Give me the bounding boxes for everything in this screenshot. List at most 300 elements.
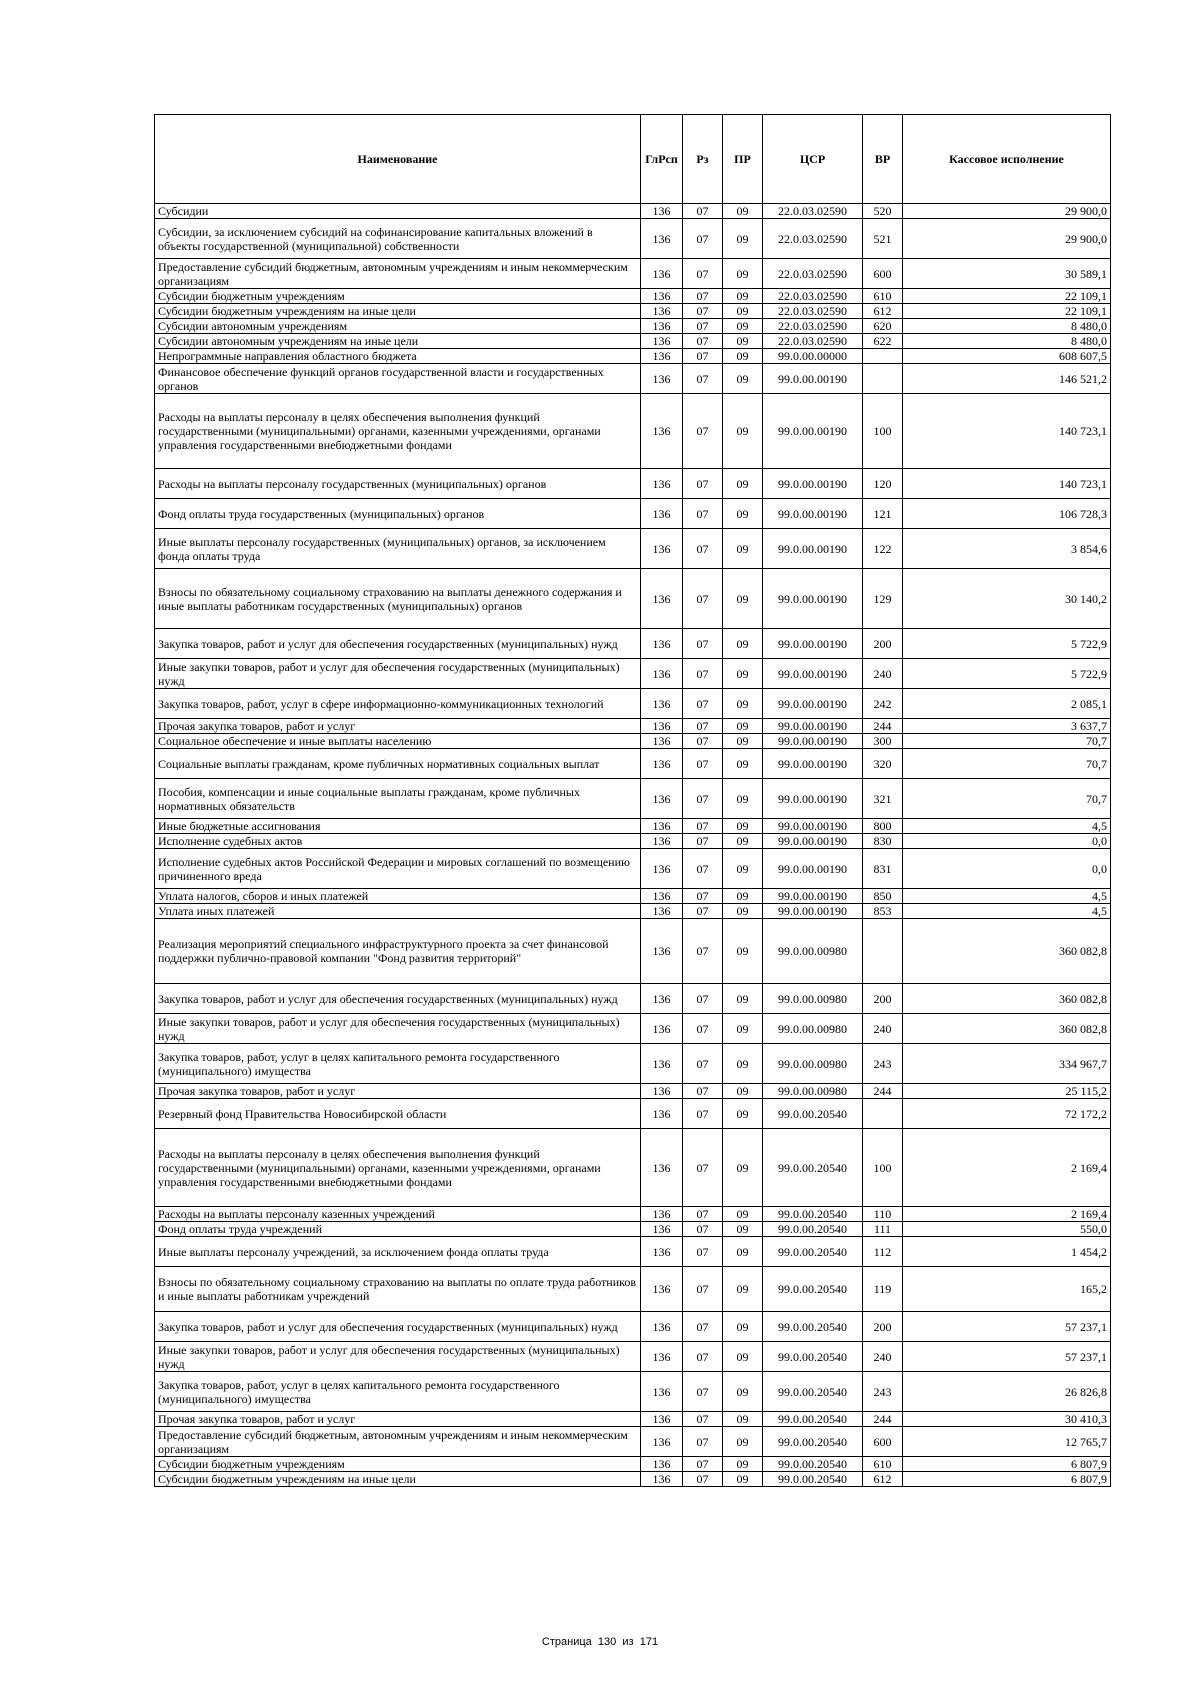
cell-amount: 5 722,9 [903, 629, 1111, 659]
cell-name: Прочая закупка товаров, работ и услуг [155, 1412, 641, 1427]
cell-vr: 240 [863, 659, 903, 689]
cell-amount: 4,5 [903, 904, 1111, 919]
cell-rz: 07 [683, 749, 723, 779]
cell-vr: 610 [863, 289, 903, 304]
cell-csr: 22.0.03.02590 [763, 319, 863, 334]
table-row [155, 1342, 1111, 1372]
cell-vr: 321 [863, 779, 903, 819]
cell-vr [863, 1099, 903, 1129]
cell-csr: 99.0.00.20540 [763, 1457, 863, 1472]
cell-pr: 09 [723, 469, 763, 499]
cell-glrsp: 136 [641, 289, 683, 304]
table-row [155, 1044, 1111, 1084]
table-row [155, 1472, 1111, 1487]
cell-vr: 100 [863, 1129, 903, 1207]
table-row [155, 1267, 1111, 1312]
cell-vr: 240 [863, 1014, 903, 1044]
cell-name: Субсидии [155, 204, 641, 219]
cell-csr: 22.0.03.02590 [763, 334, 863, 349]
cell-glrsp: 136 [641, 1129, 683, 1207]
cell-csr: 99.0.00.20540 [763, 1342, 863, 1372]
cell-vr: 244 [863, 719, 903, 734]
cell-glrsp: 136 [641, 499, 683, 529]
table-row [155, 779, 1111, 819]
table-row [155, 719, 1111, 734]
cell-vr: 831 [863, 849, 903, 889]
cell-vr: 240 [863, 1342, 903, 1372]
table-row [155, 849, 1111, 889]
table-row [155, 1372, 1111, 1412]
cell-name: Иные бюджетные ассигнования [155, 819, 641, 834]
cell-glrsp: 136 [641, 469, 683, 499]
cell-pr: 09 [723, 689, 763, 719]
cell-rz: 07 [683, 394, 723, 469]
cell-csr: 99.0.00.20540 [763, 1312, 863, 1342]
cell-glrsp: 136 [641, 819, 683, 834]
cell-amount: 29 900,0 [903, 204, 1111, 219]
cell-rz: 07 [683, 1342, 723, 1372]
cell-rz: 07 [683, 1372, 723, 1412]
cell-glrsp: 136 [641, 1084, 683, 1099]
cell-pr: 09 [723, 1312, 763, 1342]
cell-rz: 07 [683, 529, 723, 569]
cell-rz: 07 [683, 1129, 723, 1207]
cell-vr: 600 [863, 1427, 903, 1457]
cell-vr: 200 [863, 1312, 903, 1342]
cell-glrsp: 136 [641, 1099, 683, 1129]
table-row [155, 1207, 1111, 1222]
cell-csr: 99.0.00.00190 [763, 629, 863, 659]
cell-rz: 07 [683, 834, 723, 849]
table-header-row [155, 115, 1111, 204]
cell-name: Закупка товаров, работ, услуг в сфере информационно-коммуникационных технологий [155, 689, 641, 719]
cell-csr: 99.0.00.00980 [763, 984, 863, 1014]
cell-amount: 70,7 [903, 749, 1111, 779]
table-row [155, 304, 1111, 319]
cell-glrsp: 136 [641, 304, 683, 319]
cell-rz: 07 [683, 849, 723, 889]
cell-amount: 12 765,7 [903, 1427, 1111, 1457]
cell-pr: 09 [723, 1207, 763, 1222]
cell-name: Субсидии автономным учреждениям [155, 319, 641, 334]
header-rz: Рз [683, 115, 723, 204]
header-name: Наименование [155, 115, 641, 204]
cell-pr: 09 [723, 319, 763, 334]
cell-glrsp: 136 [641, 834, 683, 849]
cell-glrsp: 136 [641, 659, 683, 689]
cell-pr: 09 [723, 394, 763, 469]
cell-csr: 99.0.00.00190 [763, 819, 863, 834]
cell-vr: 242 [863, 689, 903, 719]
cell-csr: 99.0.00.00190 [763, 569, 863, 629]
cell-glrsp: 136 [641, 849, 683, 889]
cell-glrsp: 136 [641, 1372, 683, 1412]
cell-pr: 09 [723, 334, 763, 349]
cell-csr: 99.0.00.00190 [763, 529, 863, 569]
cell-vr: 200 [863, 629, 903, 659]
cell-name: Фонд оплаты труда государственных (муниципальных) органов [155, 499, 641, 529]
cell-amount: 360 082,8 [903, 984, 1111, 1014]
cell-csr: 99.0.00.00980 [763, 919, 863, 984]
cell-vr: 111 [863, 1222, 903, 1237]
table-row [155, 1129, 1111, 1207]
page-sep: из [622, 1636, 634, 1648]
cell-name: Социальное обеспечение и иные выплаты населению [155, 734, 641, 749]
cell-csr: 99.0.00.00190 [763, 889, 863, 904]
cell-name: Иные выплаты персоналу государственных (муниципальных) органов, за исключением фонда оплаты труда [155, 529, 641, 569]
cell-pr: 09 [723, 1014, 763, 1044]
cell-pr: 09 [723, 1342, 763, 1372]
cell-name: Финансовое обеспечение функций органов государственной власти и государственных органов [155, 364, 641, 394]
cell-pr: 09 [723, 719, 763, 734]
cell-pr: 09 [723, 1084, 763, 1099]
cell-amount: 4,5 [903, 819, 1111, 834]
cell-vr: 122 [863, 529, 903, 569]
header-glrsp: ГлРсп [641, 115, 683, 204]
cell-csr: 99.0.00.00190 [763, 849, 863, 889]
cell-glrsp: 136 [641, 364, 683, 394]
cell-amount: 146 521,2 [903, 364, 1111, 394]
cell-glrsp: 136 [641, 719, 683, 734]
cell-name: Социальные выплаты гражданам, кроме публичных нормативных социальных выплат [155, 749, 641, 779]
table-row [155, 734, 1111, 749]
cell-amount: 30 589,1 [903, 259, 1111, 289]
cell-name: Предоставление субсидий бюджетным, автономным учреждениям и иным некоммерческим организациям [155, 1427, 641, 1457]
cell-pr: 09 [723, 1457, 763, 1472]
cell-name: Иные выплаты персоналу учреждений, за исключением фонда оплаты труда [155, 1237, 641, 1267]
cell-amount: 22 109,1 [903, 304, 1111, 319]
cell-pr: 09 [723, 819, 763, 834]
cell-csr: 99.0.00.00980 [763, 1084, 863, 1099]
cell-glrsp: 136 [641, 629, 683, 659]
cell-pr: 09 [723, 904, 763, 919]
cell-pr: 09 [723, 659, 763, 689]
header-amount: Кассовое исполнение [903, 115, 1111, 204]
table-row [155, 1084, 1111, 1099]
cell-amount: 360 082,8 [903, 1014, 1111, 1044]
cell-amount: 8 480,0 [903, 334, 1111, 349]
table-row [155, 1312, 1111, 1342]
table-row [155, 204, 1111, 219]
cell-pr: 09 [723, 984, 763, 1014]
cell-pr: 09 [723, 749, 763, 779]
cell-csr: 99.0.00.20540 [763, 1372, 863, 1412]
cell-glrsp: 136 [641, 349, 683, 364]
cell-amount: 550,0 [903, 1222, 1111, 1237]
cell-name: Расходы на выплаты персоналу казенных учреждений [155, 1207, 641, 1222]
cell-pr: 09 [723, 779, 763, 819]
cell-glrsp: 136 [641, 779, 683, 819]
cell-vr: 244 [863, 1084, 903, 1099]
cell-name: Расходы на выплаты персоналу государственных (муниципальных) органов [155, 469, 641, 499]
cell-csr: 99.0.00.00190 [763, 834, 863, 849]
cell-vr: 244 [863, 1412, 903, 1427]
table-row [155, 919, 1111, 984]
cell-glrsp: 136 [641, 1222, 683, 1237]
table-row [155, 1014, 1111, 1044]
cell-csr: 99.0.00.00190 [763, 659, 863, 689]
cell-vr: 200 [863, 984, 903, 1014]
cell-vr: 119 [863, 1267, 903, 1312]
cell-name: Уплата налогов, сборов и иных платежей [155, 889, 641, 904]
cell-amount: 0,0 [903, 849, 1111, 889]
cell-glrsp: 136 [641, 219, 683, 259]
cell-csr: 99.0.00.00190 [763, 734, 863, 749]
cell-glrsp: 136 [641, 734, 683, 749]
cell-name: Иные закупки товаров, работ и услуг для обеспечения государственных (муниципальных) нужд [155, 1342, 641, 1372]
cell-glrsp: 136 [641, 1342, 683, 1372]
budget-table [154, 114, 1111, 1487]
cell-amount: 3 637,7 [903, 719, 1111, 734]
cell-rz: 07 [683, 1237, 723, 1267]
cell-csr: 99.0.00.00190 [763, 779, 863, 819]
table-body [155, 204, 1111, 1487]
cell-amount: 72 172,2 [903, 1099, 1111, 1129]
cell-name: Предоставление субсидий бюджетным, автономным учреждениям и иным некоммерческим организациям [155, 259, 641, 289]
cell-pr: 09 [723, 629, 763, 659]
cell-csr: 99.0.00.00980 [763, 1014, 863, 1044]
cell-vr: 129 [863, 569, 903, 629]
cell-glrsp: 136 [641, 259, 683, 289]
page-current: 130 [597, 1636, 617, 1648]
cell-rz: 07 [683, 1412, 723, 1427]
cell-name: Пособия, компенсации и иные социальные выплаты гражданам, кроме публичных нормативных обязательств [155, 779, 641, 819]
cell-amount: 608 607,5 [903, 349, 1111, 364]
cell-rz: 07 [683, 204, 723, 219]
cell-pr: 09 [723, 364, 763, 394]
table-row [155, 394, 1111, 469]
header-csr: ЦСР [763, 115, 863, 204]
cell-rz: 07 [683, 289, 723, 304]
cell-pr: 09 [723, 204, 763, 219]
cell-pr: 09 [723, 1267, 763, 1312]
cell-csr: 99.0.00.00190 [763, 904, 863, 919]
cell-csr: 99.0.00.20540 [763, 1099, 863, 1129]
cell-vr: 853 [863, 904, 903, 919]
cell-vr: 830 [863, 834, 903, 849]
cell-vr: 320 [863, 749, 903, 779]
cell-vr: 612 [863, 304, 903, 319]
cell-pr: 09 [723, 919, 763, 984]
cell-glrsp: 136 [641, 689, 683, 719]
cell-amount: 57 237,1 [903, 1312, 1111, 1342]
cell-name: Субсидии бюджетным учреждениям [155, 289, 641, 304]
cell-csr: 99.0.00.00190 [763, 689, 863, 719]
cell-vr: 300 [863, 734, 903, 749]
cell-vr: 112 [863, 1237, 903, 1267]
cell-pr: 09 [723, 304, 763, 319]
table-row [155, 1099, 1111, 1129]
cell-amount: 29 900,0 [903, 219, 1111, 259]
cell-pr: 09 [723, 1372, 763, 1412]
cell-rz: 07 [683, 629, 723, 659]
cell-name: Закупка товаров, работ, услуг в целях капитального ремонта государственного (муниципального) имущества [155, 1372, 641, 1412]
cell-rz: 07 [683, 1099, 723, 1129]
cell-rz: 07 [683, 334, 723, 349]
cell-glrsp: 136 [641, 1312, 683, 1342]
cell-csr: 99.0.00.20540 [763, 1237, 863, 1267]
cell-name: Прочая закупка товаров, работ и услуг [155, 1084, 641, 1099]
cell-rz: 07 [683, 1207, 723, 1222]
cell-amount: 0,0 [903, 834, 1111, 849]
cell-pr: 09 [723, 1129, 763, 1207]
cell-pr: 09 [723, 1427, 763, 1457]
cell-csr: 99.0.00.00000 [763, 349, 863, 364]
cell-glrsp: 136 [641, 394, 683, 469]
cell-csr: 99.0.00.00190 [763, 364, 863, 394]
cell-amount: 57 237,1 [903, 1342, 1111, 1372]
cell-pr: 09 [723, 529, 763, 569]
cell-vr [863, 364, 903, 394]
cell-name: Иные закупки товаров, работ и услуг для обеспечения государственных (муниципальных) нужд [155, 1014, 641, 1044]
cell-vr [863, 349, 903, 364]
cell-vr: 521 [863, 219, 903, 259]
table-row [155, 289, 1111, 304]
cell-rz: 07 [683, 1014, 723, 1044]
cell-csr: 99.0.00.20540 [763, 1472, 863, 1487]
cell-pr: 09 [723, 1472, 763, 1487]
cell-amount: 25 115,2 [903, 1084, 1111, 1099]
cell-rz: 07 [683, 689, 723, 719]
cell-name: Взносы по обязательному социальному страхованию на выплаты денежного содержания и иные выплаты работникам государственных (муниципальных) органов [155, 569, 641, 629]
cell-vr: 243 [863, 1044, 903, 1084]
cell-vr: 100 [863, 394, 903, 469]
cell-amount: 106 728,3 [903, 499, 1111, 529]
cell-glrsp: 136 [641, 319, 683, 334]
cell-name: Прочая закупка товаров, работ и услуг [155, 719, 641, 734]
cell-amount: 6 807,9 [903, 1472, 1111, 1487]
cell-glrsp: 136 [641, 749, 683, 779]
cell-glrsp: 136 [641, 1014, 683, 1044]
table-row [155, 689, 1111, 719]
cell-amount: 2 169,4 [903, 1129, 1111, 1207]
cell-amount: 1 454,2 [903, 1237, 1111, 1267]
cell-name: Взносы по обязательному социальному страхованию на выплаты по оплате труда работников и иные выплаты работникам учреждений [155, 1267, 641, 1312]
cell-amount: 26 826,8 [903, 1372, 1111, 1412]
cell-rz: 07 [683, 904, 723, 919]
cell-rz: 07 [683, 1312, 723, 1342]
cell-name: Иные закупки товаров, работ и услуг для обеспечения государственных (муниципальных) нужд [155, 659, 641, 689]
cell-rz: 07 [683, 1267, 723, 1312]
cell-glrsp: 136 [641, 1267, 683, 1312]
cell-name: Расходы на выплаты персоналу в целях обеспечения выполнения функций государственными (муниципальными) органами, казенными учреждениями, органами управления государственными внебюджетными фондами [155, 394, 641, 469]
cell-name: Уплата иных платежей [155, 904, 641, 919]
table-row [155, 364, 1111, 394]
page-label: Страница [541, 1636, 592, 1648]
cell-name: Субсидии автономным учреждениям на иные цели [155, 334, 641, 349]
cell-csr: 22.0.03.02590 [763, 259, 863, 289]
cell-rz: 07 [683, 1457, 723, 1472]
cell-glrsp: 136 [641, 569, 683, 629]
cell-csr: 99.0.00.00190 [763, 719, 863, 734]
cell-rz: 07 [683, 1427, 723, 1457]
table-row [155, 1222, 1111, 1237]
cell-name: Субсидии, за исключением субсидий на софинансирование капитальных вложений в объекты государственной (муниципальной) собственности [155, 219, 641, 259]
cell-name: Исполнение судебных актов [155, 834, 641, 849]
cell-name: Фонд оплаты труда учреждений [155, 1222, 641, 1237]
cell-amount: 3 854,6 [903, 529, 1111, 569]
table-row [155, 1237, 1111, 1267]
cell-rz: 07 [683, 984, 723, 1014]
page-total: 171 [639, 1636, 659, 1648]
table-row [155, 889, 1111, 904]
cell-rz: 07 [683, 319, 723, 334]
cell-amount: 360 082,8 [903, 919, 1111, 984]
table-row [155, 749, 1111, 779]
cell-amount: 8 480,0 [903, 319, 1111, 334]
cell-rz: 07 [683, 659, 723, 689]
cell-amount: 5 722,9 [903, 659, 1111, 689]
cell-vr: 600 [863, 259, 903, 289]
table-row [155, 629, 1111, 659]
cell-rz: 07 [683, 1472, 723, 1487]
cell-csr: 99.0.00.20540 [763, 1267, 863, 1312]
cell-vr: 243 [863, 1372, 903, 1412]
cell-amount: 30 140,2 [903, 569, 1111, 629]
cell-glrsp: 136 [641, 1044, 683, 1084]
cell-csr: 99.0.00.20540 [763, 1129, 863, 1207]
cell-csr: 99.0.00.20540 [763, 1412, 863, 1427]
cell-name: Реализация мероприятий специального инфраструктурного проекта за счет финансовой поддержки публично-правовой компании "Фонд развития территорий" [155, 919, 641, 984]
cell-rz: 07 [683, 304, 723, 319]
cell-vr: 850 [863, 889, 903, 904]
cell-csr: 22.0.03.02590 [763, 304, 863, 319]
cell-vr: 110 [863, 1207, 903, 1222]
cell-csr: 99.0.00.00190 [763, 749, 863, 779]
cell-csr: 99.0.00.20540 [763, 1222, 863, 1237]
table-row [155, 659, 1111, 689]
cell-csr: 99.0.00.00190 [763, 469, 863, 499]
cell-pr: 09 [723, 219, 763, 259]
cell-rz: 07 [683, 1044, 723, 1084]
page-footer [0, 1636, 1200, 1648]
cell-name: Субсидии бюджетным учреждениям на иные цели [155, 304, 641, 319]
cell-rz: 07 [683, 919, 723, 984]
cell-vr: 610 [863, 1457, 903, 1472]
table-row [155, 1427, 1111, 1457]
cell-name: Расходы на выплаты персоналу в целях обеспечения выполнения функций государственными (муниципальными) органами, казенными учреждениями, органами управления государственными внебюджетными фондами [155, 1129, 641, 1207]
cell-glrsp: 136 [641, 204, 683, 219]
cell-rz: 07 [683, 499, 723, 529]
cell-amount: 2 085,1 [903, 689, 1111, 719]
cell-amount: 22 109,1 [903, 289, 1111, 304]
cell-pr: 09 [723, 1412, 763, 1427]
table-row [155, 819, 1111, 834]
cell-name: Субсидии бюджетным учреждениям на иные цели [155, 1472, 641, 1487]
cell-vr [863, 919, 903, 984]
cell-pr: 09 [723, 834, 763, 849]
table-row [155, 219, 1111, 259]
table-row [155, 834, 1111, 849]
table-row [155, 904, 1111, 919]
table-row [155, 499, 1111, 529]
cell-glrsp: 136 [641, 1457, 683, 1472]
cell-pr: 09 [723, 849, 763, 889]
cell-name: Закупка товаров, работ и услуг для обеспечения государственных (муниципальных) нужд [155, 1312, 641, 1342]
cell-rz: 07 [683, 364, 723, 394]
cell-csr: 99.0.00.00980 [763, 1044, 863, 1084]
cell-pr: 09 [723, 289, 763, 304]
cell-pr: 09 [723, 1237, 763, 1267]
cell-rz: 07 [683, 219, 723, 259]
cell-name: Закупка товаров, работ и услуг для обеспечения государственных (муниципальных) нужд [155, 984, 641, 1014]
table-row [155, 529, 1111, 569]
cell-rz: 07 [683, 349, 723, 364]
cell-csr: 22.0.03.02590 [763, 219, 863, 259]
cell-csr: 99.0.00.20540 [763, 1427, 863, 1457]
cell-rz: 07 [683, 819, 723, 834]
cell-csr: 99.0.00.00190 [763, 499, 863, 529]
